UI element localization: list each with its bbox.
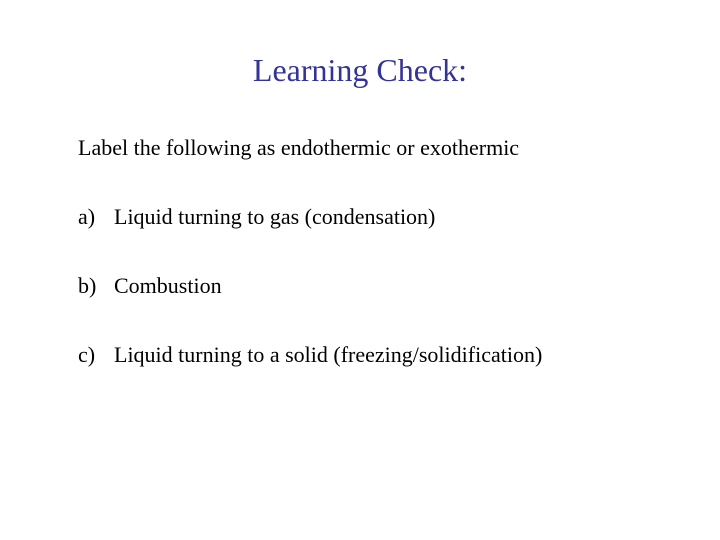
list-text-a: Liquid turning to gas (condensation) (114, 204, 436, 229)
list-item-c (78, 341, 542, 369)
list-text-b: Combustion (114, 273, 222, 298)
list-marker-c: c) (78, 342, 96, 367)
list-item-a (78, 203, 435, 231)
slide-title: Learning Check: (252, 52, 468, 88)
list-item-b (78, 272, 222, 300)
list-marker-b: b) (78, 273, 97, 298)
list-marker-a: a) (78, 204, 96, 229)
list-text-c: Liquid turning to a solid (freezing/solidification) (114, 342, 543, 367)
question-prompt: Label the following as endothermic or exothermic (78, 135, 520, 160)
